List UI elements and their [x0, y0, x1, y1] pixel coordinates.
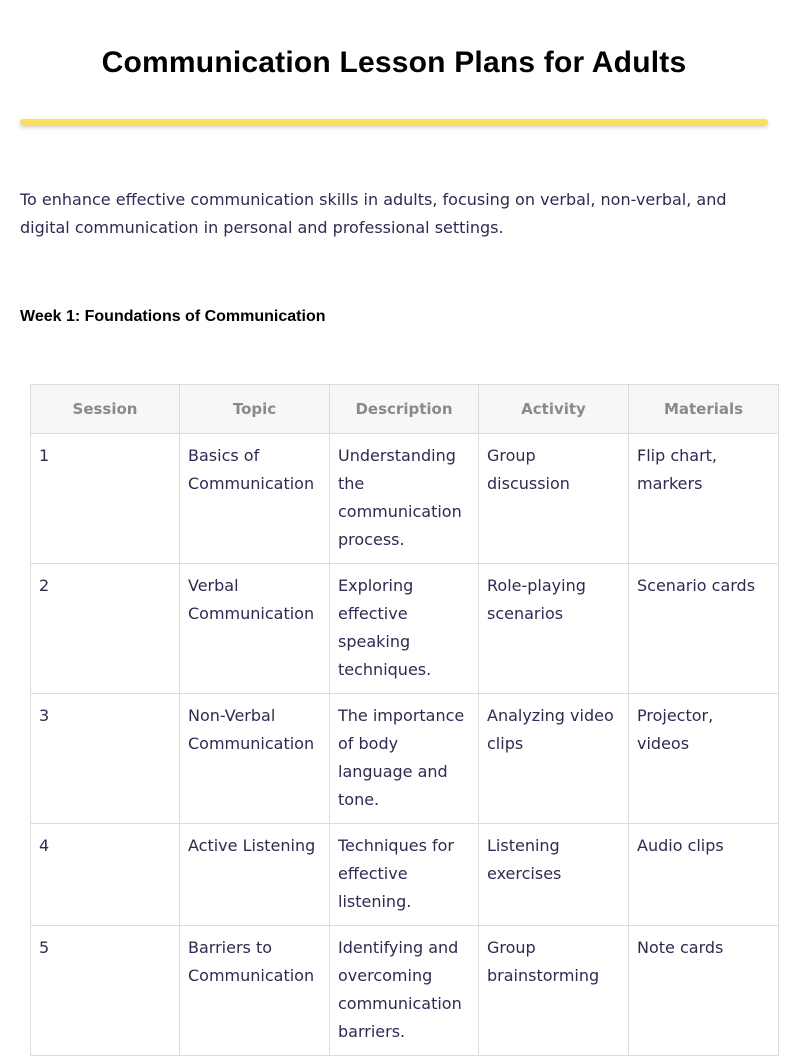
table-row — [31, 926, 779, 1056]
column-header-topic: Topic — [180, 385, 330, 434]
topic-cell: Barriers to Communication — [180, 926, 330, 1056]
column-header-activity: Activity — [479, 385, 629, 434]
column-header-description: Description — [330, 385, 479, 434]
session-cell: 3 — [31, 694, 180, 824]
table-row — [31, 694, 779, 824]
materials-cell: Audio clips — [629, 824, 779, 926]
description-cell: Understanding the communication process. — [330, 434, 479, 564]
materials-cell: Note cards — [629, 926, 779, 1056]
title-divider — [20, 119, 768, 125]
session-cell: 5 — [31, 926, 180, 1056]
table-header-row — [31, 385, 779, 434]
session-cell: 4 — [31, 824, 180, 926]
column-header-session: Session — [31, 385, 180, 434]
description-cell: Identifying and overcoming communication barriers. — [330, 926, 479, 1056]
session-cell: 2 — [31, 564, 180, 694]
lesson-plan-table — [30, 384, 779, 1056]
table-row — [31, 564, 779, 694]
objective-paragraph: To enhance effective communication skills in adults, focusing on verbal, non-verbal, and digital communication in personal and professional settings. — [20, 190, 727, 237]
topic-cell: Active Listening — [180, 824, 330, 926]
topic-cell: Non-Verbal Communication — [180, 694, 330, 824]
page-title: Communication Lesson Plans for Adults — [101, 46, 687, 79]
description-cell: Exploring effective speaking techniques. — [330, 564, 479, 694]
column-header-materials: Materials — [629, 385, 779, 434]
session-cell: 1 — [31, 434, 180, 564]
materials-cell: Scenario cards — [629, 564, 779, 694]
materials-cell: Flip chart, markers — [629, 434, 779, 564]
week-1-heading: Week 1: Foundations of Communication — [20, 308, 326, 325]
description-cell: The importance of body language and tone. — [330, 694, 479, 824]
materials-cell: Projector, videos — [629, 694, 779, 824]
description-cell: Techniques for effective listening. — [330, 824, 479, 926]
table-row — [31, 434, 779, 564]
activity-cell: Analyzing video clips — [479, 694, 629, 824]
activity-cell: Listening exercises — [479, 824, 629, 926]
activity-cell: Group discussion — [479, 434, 629, 564]
topic-cell: Verbal Communication — [180, 564, 330, 694]
topic-cell: Basics of Communication — [180, 434, 330, 564]
activity-cell: Group brainstorming — [479, 926, 629, 1056]
table-row — [31, 824, 779, 926]
activity-cell: Role-playing scenarios — [479, 564, 629, 694]
